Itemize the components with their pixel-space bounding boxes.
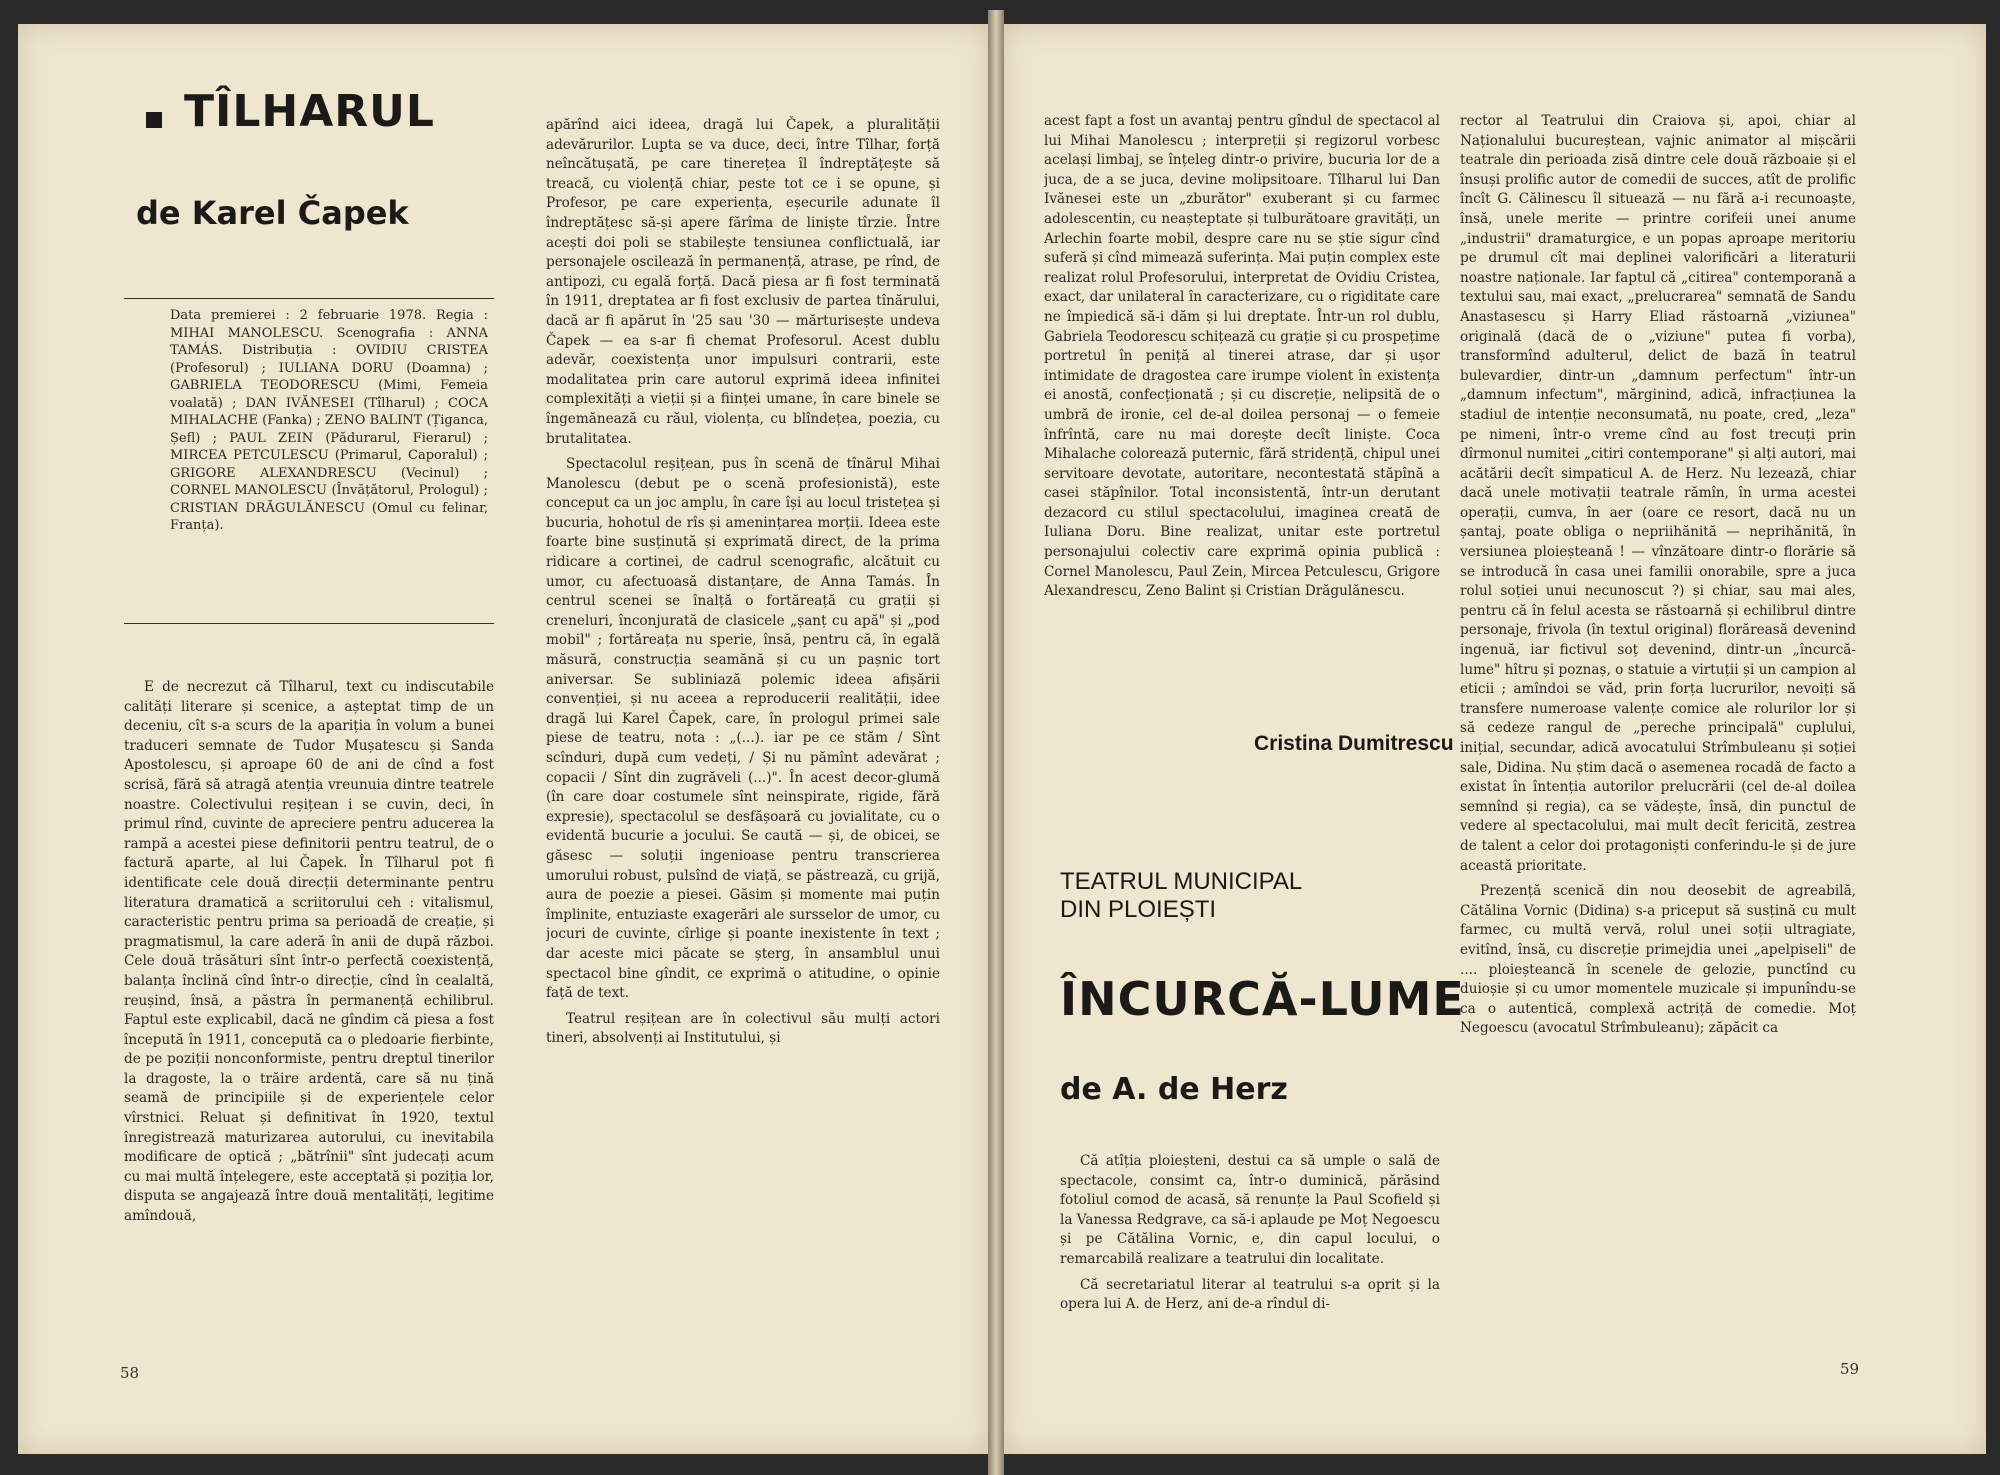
credits-box: Data premierei : 2 februarie 1978. Regia : MIHAI MANOLESCU. Scenografia : ANNA TAMÁS. Distribuția : OVIDIU CRISTEA (Profesorul) ; IULIANA DORU (Doamna) ; GABRIELA TEODORESCU (Mimi, Femeia voalată) ; DAN IVĂNESEI (Tîlharul) ; COCA MIHALACHE (Fanka) ; ZENO BALINT (Țiganca, Șefl) ; PAUL ZEIN (Pădurarul, Fierarul) ; MIRCEA PETCULESCU (Primarul, Caporalul) ; GRIGORE ALEXANDRESCU (Vecinul) ; CORNEL MANOLESCU (Învățătorul, Prologul) ; CRISTIAN DRĂGULĂNESCU (Omul cu felinar, Franța). [124, 298, 494, 624]
theatre-line-2: DIN PLOIEȘTI [1060, 896, 1217, 923]
paragraph: Spectacolul reșițean, pus în scenă de tînărul Mihai Manolescu (debut pe o scenă profesionistă), este conceput ca un joc amplu, în care își au locul tristețea și bucuria, hohotul de rîs și amenințarea morții. Ideea este foarte bine susținută și exprimată direct, de la prima ridicare a cortinei, de cadrul scenografic, alcătuit cu umor, cu afectuoasă distanțare, de Anna Tamás. În centrul scenei se înalță o fortăreață cu grații și creneluri, înconjurată de clasicele „șanț cu apă" și „pod mobil" ; fortăreața nu speriе, însă, pentru că, în egală măsură, construcția seamănă și cu un pașnic tort aniversar. Se subliniază polemic ideea afișării convenției, și nu aceea a reproducerii realității, idee dragă lui Karel Čapek, care, în prologul primei sale piese de teatru, nota : „(...). iar pe ce stăm / Sînt scînduri, după cum vedeți, / Și nu pămînt adevărat ; copacii / Sînt din zugrăveli (...)". În acest decor-glumă (în care doar costumele sînt neinspirate, rigide, fără expresie), spectacolul se desfășoară cu jovialitate, cu o evidentă bucurie a jocului. Se caută — și, de obicei, se găsesc — soluții ingenioase pentru transcrierea umorului robust, pulsînd de viață, se păstrează, cu grijă, aura de poezie a piesei. Găsim și momente mai puțin împlinite, entuziaste exagerări ale sursselor de umor, cu jocuri de cuvinte, cîrlige și poante inexistente în text ; dar aceste mici păcate se șterg, în ansamblul unui spectacol bine gîndit, ce exprimă o atitudine, o opinie față de text. [546, 456, 940, 1002]
paragraph: Că secretariatul literar al teatrului s-a oprit și la opera lui A. de Herz, ani de-a rîndul di- [1060, 1276, 1440, 1313]
paragraph: E de necrezut că Tîlharul, text cu indiscutabile calități literare și scenice, a așteptat timp de un deceniu, cît s-a scurs de la apariția în volum a bunei traduceri semnate de Tudor Mușatescu și Sanda Apostolescu, și aproape 60 de ani de cînd a fost scrisă, fără să atragă atenția vreunuia dintre teatrele noastre. Colectivului reșițean i se cuvin, deci, în primul rînd, cuvinte de apreciere pentru aducerea la rampă a acestei piese definitorii pentru teatrul, de o factură aparte, al lui Čapek. În Tîlharul pot fi identificate cele două direcții determinante pentru literatura dramatică a scriitorului ceh : vitalismul, caracteristic pentru prima sa perioadă de creație, și pragmatismul, la care aderă în anii de după război. Cele două trăsături sînt într-o perfectă coexistență, balanța înclină cînd într-o direcție, cînd în cealaltă, reușind, însă, a păstra în permanență echilibrul. Faptul este explicabil, dacă ne gîndim că piesa a fost începută în 1911, concepută ca o pledoarie fierbinte, de pe poziții nonconformiste, pentru dreptul tinerilor la dragoste, la o trăire ardentă, care să nu țină seamă de principiile și de experiențele celor vîrstnici. Reluat și definitivat în 1920, textul înregistrează maturizarea autorului, cu inevitabila modificare de optică ; „bătrînii" sînt judecați acum cu mai multă înțelegere, este acceptată și poziția lor, disputa se angajează între două mentalități, legitime amîndouă, [124, 679, 494, 1225]
title-bullet [146, 112, 162, 128]
book-spine [988, 10, 1004, 1475]
column-1 [124, 678, 494, 1358]
right-page [1004, 24, 1986, 1454]
paragraph: Prezență scenică din nou deosebit de agreabilă, Cătălina Vornic (Didina) s-a priceput să susțină cu mult farmec, cu multă vervă, rolul unei soții ultragiate, evitînd, însă, cu discreție primejdia unei „apelpiseli" de .... ploieșteancă în scenele de gelozie, punctînd cu duioșie și cu umor momentele muzicale și impunîndu-se ca o autentică, complexă actriță de comedie. Moț Negoescu (avocatul Strîmbuleanu); zăpăcit ca [1460, 883, 1856, 1037]
page-number: 58 [120, 1364, 140, 1382]
article-byline-2: de A. de Herz [1060, 1072, 1288, 1107]
column-3-upper [1044, 112, 1440, 710]
author-signature: Cristina Dumitrescu [1254, 732, 1454, 755]
column-2 [546, 116, 940, 1356]
paragraph: acest fapt a fost un avantaj pentru gîndul de spectacol al lui Mihai Manolescu ; interpreții și regizorul vorbesc același limbaj, se înțeleg dintr-o privire, bucuria lor de a juca, de a se juca, devine molipsitoare. Tîlharul lui Dan Ivănesei este un „zburător" exuberant și cu farmec adolescentin, cu neașteptate și tulburătoare gravități, un Arlechin foarte mobil, despre care nu se știe sigur cînd suferă și cînd mimează suferința. Mai puțin complex este realizat rolul Profesorului, interpretat de Ovidiu Cristea, exact, dar unilateral în caracterizare, cu o rigiditate care ne împiedică să-i dăm și lui dreptate. Într-un rol dublu, Gabriela Teodorescu schițează cu grație și cu prospețime portretul în peniță al tinerei atrase, dar și ușor intimidate de dragostea care irumpe violent în existența ei anostă, confecționată ; și cu discreție, nelipsită de o umbră de ironie, cel de-al doilea personaj — o femeie înfrîntă, care nu mai dorește decît liniște. Coca Mihalache colorează puternic, fără stridență, chipul unei servitoare devotate, autoritare, necontestată stăpînă a casei stăpînilor. Total inconsistentă, într-un derutant dezacord cu stilul spectacolului, imaginea creată de Iuliana Doru. Bine realizat, unitar este portretul personajului colectiv care exprimă opinia publică : Cornel Manolescu, Paul Zein, Mircea Petculescu, Grigore Alexandrescu, Zeno Balint și Cristian Drăgulănescu. [1044, 113, 1440, 600]
article-title-2: ÎNCURCĂ-LUME [1060, 972, 1465, 1026]
article-byline: de Karel Čapek [136, 194, 409, 232]
paragraph: rector al Teatrului din Craiova și, apoi, chiar al Naționalului bucureștean, vajnic animator al mișcării teatrale din perioada zisă dintre cele două războaie și el însuși prolific autor de comedii de succes, atît de prolific încît G. Călinescu îl situează — nu fără a-i recunoaște, însă, unele merite — printre corifeii unei anume „industrii" dramaturgice, e un popas aproape meritoriu pe drumul cît mai deplinei valorificări a literaturii noastre naționale. Iar faptul că „citirea" contemporană a textului sau, mai exact, „prelucrarea" semnată de Sandu Anastasescu și Harry Eliad răstoarnă „viziunea" originală (dacă de o „viziune" putea fi vorba), transformînd adulterul, delict de bază în teatrul bulevardier, dintr-un „damnum perfectum" într-un „damnum infectum", mărginind, adică, infracțiunea la stadiul de intenție neconsumată, nu poate, cred, „leza" pe nimeni, într-o vreme cînd au fost trecuți prin dîrmonul numitei „citiri contemporane" și alți autori, mai acătării decît simpaticul A. de Herz. Nu lezează, chiar dacă unele motivații teatrale rămîn, în urma acestei operații, cumva, în aer (oare ce resort, dacă nu un șantaj, poate obliga o nepriihănită — neprihănită, în versiunea ploieșteană ! — vînzătoare dintr-o florărie să se introducă în casa unei familii onorabile, spre a juca rolul soției unui necunoscut ?) și chiar, sau mai ales, pentru că în felul acesta se răstoarnă și echilibrul dintre personaje, frivola (în textul original) florăreasă devenind ingenuă, iar fictivul soț devenind, dintr-un „încurcă-lume" hîtru și poznaș, o statuie a virtuții și un campion al eticii ; amîndoi se văd, prin forța lucrurilor, nevoiți să transfere numeroase valențe comice ale rolurilor lor și să cedeze rangul de „pereche principală" cuplului, inițial, secundar, adică avocatului Strîmbuleanu și soției sale, Didina. Nu știm dacă o asemenea rocadă de facto a existat în întențiа autorilor prelucrării (cel de-al doilea semnînd și regia), ca se vădește, însă, din punctul de vedere al spectacolului, mai mult decît fericită, zestrea de talent a celor doi protagoniști conferindu-le și de jure această prioritate. [1460, 113, 1856, 874]
paragraph: Teatrul reșițean are în colectivul său mulți actori tineri, absolvenți ai Institutului, și [546, 1010, 940, 1047]
paragraph: apărînd aici ideea, dragă lui Čapek, a pluralității adevărurilor. Lupta se va duce, deci, între Tîlhar, forță neîncătușată, pe care tinerețea îl îndreptățește să treacă, cu violență chiar, peste tot ce i se opune, și Profesor, pe care experiența, eșecurile adunate îl îndreptățesc să-și apere fărîma de liniște tîrzie. Între acești doi poli se stabilește tensiunea conflictuală, iar personajele oscilează în permanență, atrase, pe rînd, de antipozi, cu egală forță. Dacă piesa ar fi fost terminată în 1911, dreptatea ar fi fost exclusiv de partea tînărului, dacă ar fi apărut în '25 sau '30 — mărturisește undeva Čapek — ea s-ar fi chemat Profesorul. Acest dublu adevăr, coexistența unor impulsuri contrarii, este modalitatea prin care autorul exprimă ideea infinitei complexități a vieții și a ființei umane, în care binele se îngemănează cu răul, violența, cu blîndețea, poezia, cu brutalitatea. [546, 117, 940, 447]
theatre-line-1: TEATRUL MUNICIPAL [1060, 868, 1303, 895]
page-number-2: 59 [1840, 1360, 1860, 1378]
column-4 [1460, 112, 1856, 1370]
left-page [18, 24, 988, 1454]
paragraph: Că atîția ploieșteni, destui ca să umple o sală de spectacole, consimt ca, într-o duminică, părăsind fotoliul comod de acasă, să renunțe la Paul Scofield și la Vanessa Redgrave, ca să-i aplaude pe Moț Negoescu și pe Cătălina Vornic, e, din capul locului, o remarcabilă realizare a teatrului din localitate. [1060, 1153, 1440, 1267]
article-title: TÎLHARUL [184, 86, 435, 137]
column-3-lower [1060, 1152, 1440, 1372]
theatre-name [1060, 868, 1302, 924]
